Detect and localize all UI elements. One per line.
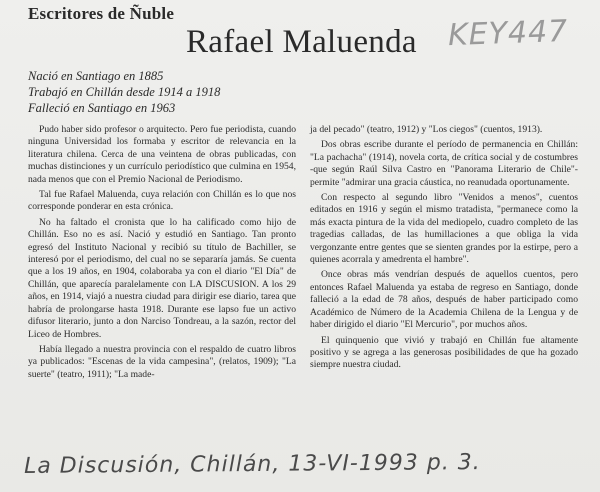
paragraph: Once obras más vendrían después de aquellos cuentos, pero entonces Rafael Maluenda ya estaba de regreso en Santiago, donde falleció a la edad de 78 años, después de haber participado como Académico de Número de la Academia Chilena de la Lengua y de haber dirigido el diario "El Mercurio", por muchos años. <box>310 269 578 331</box>
bio-block <box>28 68 220 116</box>
paragraph: ja del pecado" (teatro, 1912) y "Los ciegos" (cuentos, 1913). <box>310 124 543 135</box>
paragraph: Tal fue Rafael Maluenda, cuya relación con Chillán es lo que nos corresponde ponderar en esta crónica. <box>28 189 296 213</box>
bio-line-death: Falleció en Santiago en 1963 <box>28 101 176 115</box>
article-title: Rafael Maluenda <box>186 24 417 60</box>
paragraph: Pudo haber sido profesor o arquitecto. Pero fue periodista, cuando ninguna Universidad los formaba y escritor de relevancia en la literatura chilena. Cerca de una veintena de obras publicadas, con muchas distinciones y un currículo periodístico que culmina en 1954, nada menos que con el Premio Nacional de Periodismo. <box>28 124 296 185</box>
bio-line-work: Trabajó en Chillán desde 1914 a 1918 <box>28 85 221 99</box>
paragraph: El quinquenio que vivió y trabajó en Chillán fue altamente positivo y se agrega a las generosas posibilidades de que ha gozado siempre nuestra ciudad. <box>310 334 578 371</box>
right-column <box>310 124 578 375</box>
bio-line-birth: Nació en Santiago en 1885 <box>28 69 164 83</box>
paragraph: No ha faltado el cronista que lo ha calificado como hijo de Chillán. Eso no es así. Nació y estudió en Santiago. Tan pronto egresó del Instituto Nacional y recibió su título de Bachiller, se interesó por el periodismo, del cual no se separaría jamás. Se cuenta que a los 19 años, en 1904, colaboraba ya con el diario "El Día" de Chillán, que aparecía paralelamente con LA DISCUSION. A los 29 años, en 1914, viajó a nuestra ciudad para dirigir ese diario, tarea que habría de prolongarse hasta 1918. Durante ese lapso fue un activo difusor literario, junto a don Narciso Tondreau, a la sazón, rector del Liceo de Hombres. <box>28 216 296 340</box>
paragraph: Había llegado a nuestra provincia con el respaldo de cuatro libros ya publicados: "Escenas de la vida campesina", (relatos, 1909); "La suerte" (teatro, 1911); "La made- <box>28 343 296 380</box>
left-column <box>28 124 296 384</box>
handwritten-source-note: La Discusión, Chillán, 13-VI-1993 p. 3. <box>23 450 481 479</box>
paragraph: Con respecto al segundo libro "Venidos a menos", cuentos editados en 1916 y según el mismo tratadista, "permanece como la más exacta pintura de la vida del mediopelo, cuadro completo de las tragedias calladas, de las humillaciones a que obliga la vida vergonzante entre gentes que se sienten grandes por la estirpe, pero a quienes acorrala y amedrenta el hambre". <box>310 192 578 266</box>
section-heading: Escritores de Ñuble <box>28 4 175 23</box>
paragraph: Dos obras escribe durante el período de permanencia en Chillán: "La pachacha" (1914), novela corta, de crítica social y de costumbres -que según Raúl Silva Castro en "Panorama Literario de Chile"- permite "admirar una gracia cáustica, no reanudada oportunamente. <box>310 139 578 188</box>
handwritten-catalog-mark: KEY447 <box>447 13 569 54</box>
